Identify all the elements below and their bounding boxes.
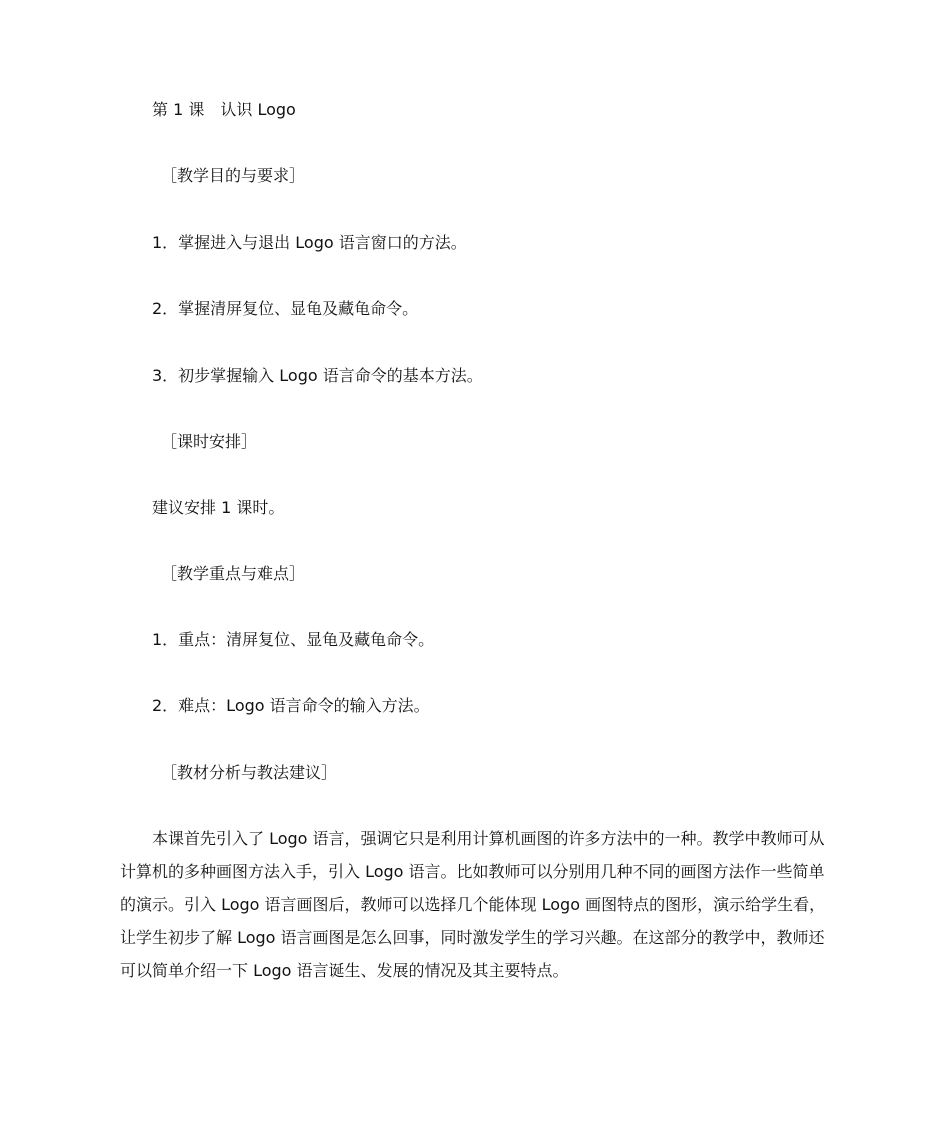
section-heading-goals: ［教学目的与要求］ [161,166,306,185]
analysis-paragraph [120,829,840,994]
paragraph-line: 的演示。引入 Logo 语言画图后，教师可以选择几个能体现 Logo 画图特点的图形，演示给学生看， [120,895,826,914]
goal-item-2: 2．掌握清屏复位、显龟及藏龟命令。 [152,299,419,318]
section-heading-analysis: ［教材分析与教法建议］ [161,763,338,782]
paragraph-line: 本课首先引入了 Logo 语言，强调它只是利用计算机画图的许多方法中的一种。教学中教师可从 [152,829,825,848]
paragraph-line: 让学生初步了解 Logo 语言画图是怎么回事，同时激发学生的学习兴趣。在这部分的教学中，教师还 [120,928,825,947]
lesson-title: 第 1 课 认识 Logo [152,100,296,119]
key-point-item-1: 1．重点：清屏复位、显龟及藏龟命令。 [152,630,435,649]
schedule-text: 建议安排 1 课时。 [152,498,285,517]
section-heading-schedule: ［课时安排］ [161,432,258,451]
goal-item-3: 3．初步掌握输入 Logo 语言命令的基本方法。 [152,366,483,385]
section-heading-key-points: ［教学重点与难点］ [161,564,306,583]
paragraph-line: 可以简单介绍一下 Logo 语言诞生、发展的情况及其主要特点。 [120,961,569,980]
goal-item-1: 1．掌握进入与退出 Logo 语言窗口的方法。 [152,233,467,252]
paragraph-line: 计算机的多种画图方法入手，引入 Logo 语言。比如教师可以分别用几种不同的画图方法作一些简单 [120,862,825,881]
key-point-item-2: 2．难点：Logo 语言命令的输入方法。 [152,696,430,715]
